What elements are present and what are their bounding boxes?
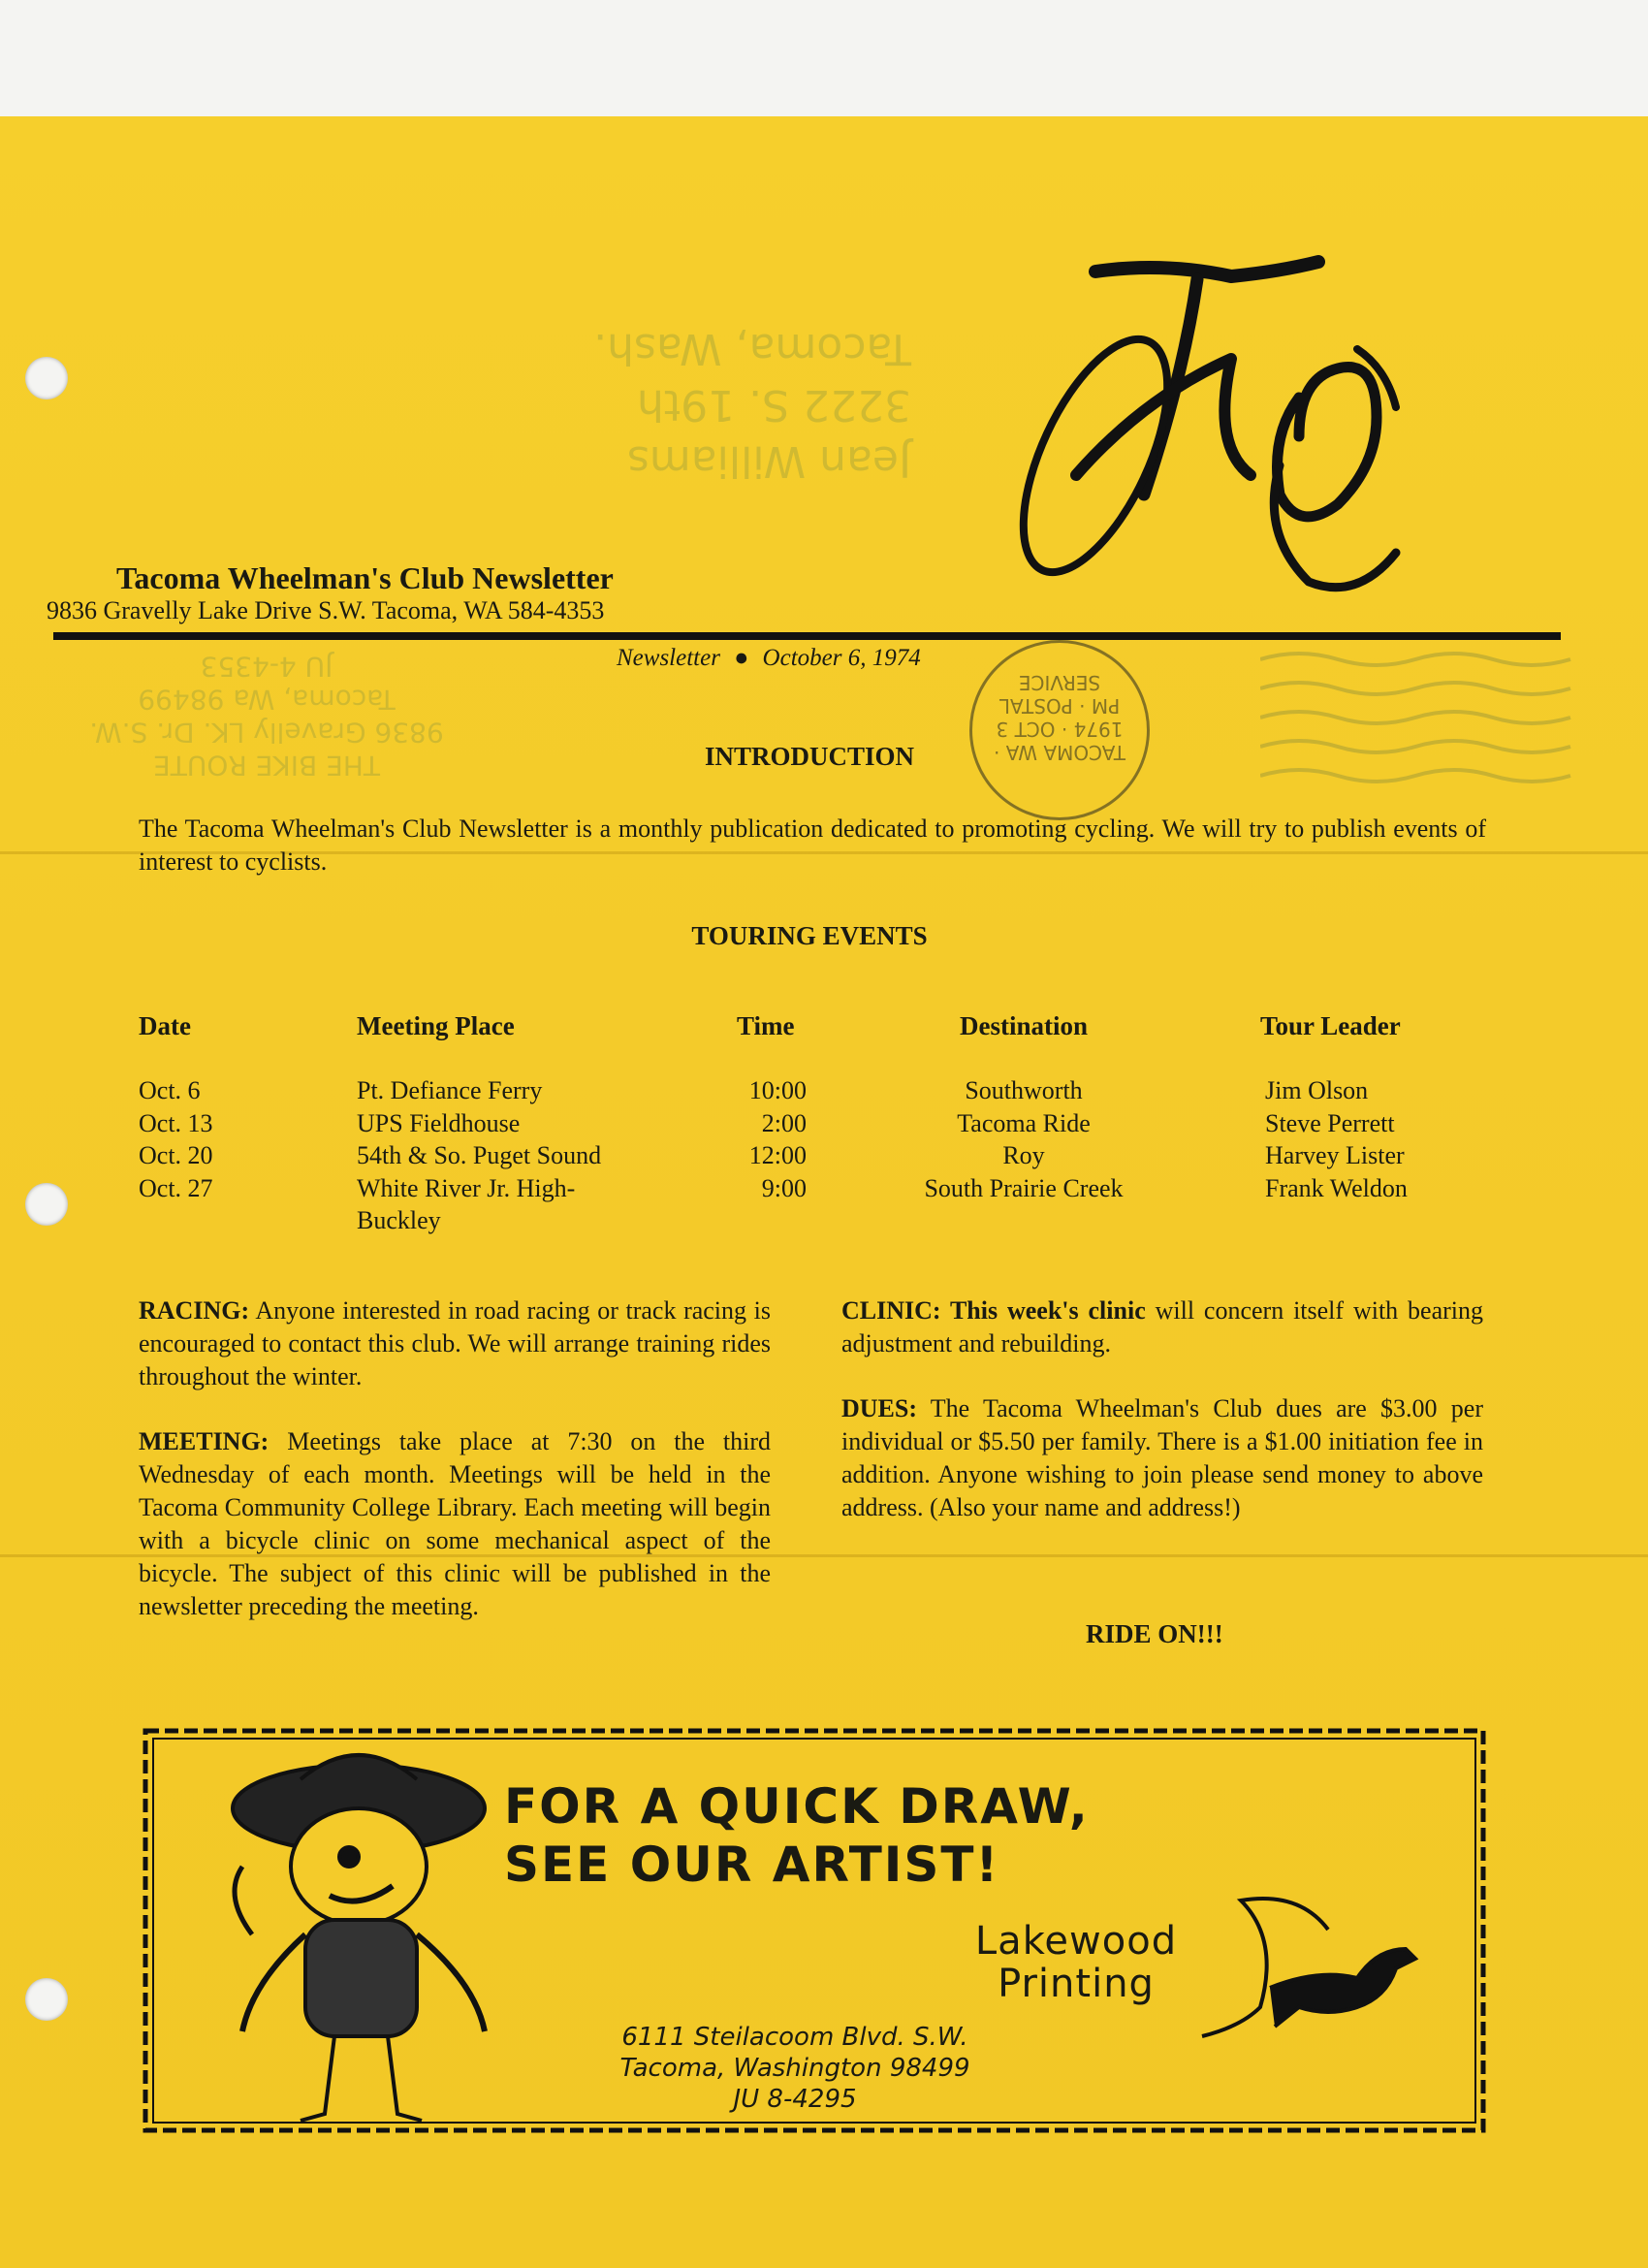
- touring-heading: TOURING EVENTS: [691, 921, 928, 950]
- meeting-label: MEETING:: [139, 1427, 269, 1455]
- punch-hole: [25, 1978, 68, 2021]
- table-cell: Jim Olson: [1265, 1076, 1369, 1104]
- ad-address-line: 6111 Steilacoom Blvd. S.W.: [621, 2023, 968, 2052]
- ad-box: [136, 1721, 1493, 2140]
- dues-label: DUES:: [841, 1394, 918, 1422]
- time-column: [717, 1074, 807, 1204]
- ghost-recipient-line: 3222 S. 19th: [637, 380, 911, 430]
- table-cell: Frank Weldon: [1265, 1173, 1408, 1202]
- racing-text: Anyone interested in road racing or track racing is encouraged to contact this club. We will arrange training rides throughout the winter.: [139, 1296, 771, 1390]
- bullet-icon: ●: [734, 645, 749, 671]
- table-cell: 10:00: [748, 1076, 807, 1104]
- date-column: [139, 1074, 255, 1204]
- col-date: Date: [139, 1011, 191, 1040]
- issue-label: Newsletter: [617, 645, 720, 671]
- ad-address-line: Tacoma, Washington 98499: [619, 2054, 970, 2083]
- horse-logo-icon: [1183, 1881, 1435, 2046]
- postmark-text: TACOMA WA · 1974 · OCT 3 PM · POSTAL SERVICE: [993, 671, 1126, 764]
- table-cell: White River Jr. High-: [357, 1173, 576, 1202]
- table-cell: UPS Fieldhouse: [357, 1108, 521, 1137]
- table-cell: 9:00: [761, 1173, 807, 1202]
- intro-heading: INTRODUCTION: [704, 742, 915, 771]
- postmark-stamp: [969, 640, 1150, 820]
- issue-line: [617, 645, 921, 672]
- twc-bicycle-logo: [989, 242, 1435, 611]
- col-destination: Destination: [959, 1011, 1088, 1040]
- leader-column: [1265, 1074, 1498, 1204]
- table-cell: Oct. 13: [139, 1108, 213, 1137]
- table-cell: Oct. 27: [139, 1173, 213, 1202]
- table-cell: Pt. Defiance Ferry: [357, 1076, 543, 1104]
- place-column: [357, 1074, 686, 1237]
- ad-address: [591, 2022, 998, 2115]
- punch-hole: [25, 357, 68, 399]
- ad-phone: JU 8-4295: [733, 2085, 857, 2114]
- ghost-recipient-line: Tacoma, Wash.: [593, 324, 911, 373]
- racing-section: [139, 1294, 771, 1393]
- col-tour-leader: Tour Leader: [1260, 1011, 1401, 1040]
- ghost-mailing-address: [465, 320, 911, 489]
- ghost-return-line: JU 4-4353: [200, 651, 333, 683]
- clinic-label: CLINIC: This week's clinic: [841, 1296, 1146, 1325]
- table-cell: 54th & So. Puget Sound: [357, 1141, 602, 1169]
- table-cell: 2:00: [761, 1108, 807, 1137]
- issue-date: October 6, 1974: [762, 645, 921, 671]
- racing-label: RACING:: [139, 1296, 250, 1325]
- table-cell: Harvey Lister: [1265, 1141, 1405, 1169]
- club-address: 9836 Gravelly Lake Drive S.W. Tacoma, WA 584-4353: [47, 596, 605, 624]
- table-cell: Oct. 20: [139, 1141, 213, 1169]
- destination-column: [869, 1074, 1179, 1204]
- clinic-section: [841, 1294, 1483, 1360]
- ghost-return-line: THE BIKE ROUTE: [153, 750, 380, 782]
- ghost-return-line: Tacoma, Wa 98499: [138, 684, 396, 716]
- intro-text: The Tacoma Wheelman's Club Newsletter is a monthly publication dedicated to promoting cycling. We will try to publish events of interest to cyclists.: [139, 815, 1486, 876]
- meeting-text: Meetings take place at 7:30 on the third Wednesday of each month. Meetings will be held in the Tacoma Community College Library. Each meeting will begin with a bicycle clinic on some mechanical aspect of the bicycle. The subject of this clinic will be published in the newsletter preceding the meeting.: [139, 1427, 771, 1620]
- meeting-section: [139, 1425, 771, 1623]
- brand-line: Lakewood: [974, 1919, 1178, 1964]
- table-cell: 12:00: [748, 1141, 807, 1169]
- ghost-recipient-line: Jean Williams: [626, 436, 911, 486]
- table-cell: Roy: [1002, 1141, 1045, 1169]
- header-rule: [53, 632, 1561, 640]
- brand-line: Printing: [998, 1962, 1155, 2006]
- punch-hole: [25, 1183, 68, 1226]
- lakewood-printing-brand: [950, 1920, 1202, 2005]
- table-cell: Tacoma Ride: [957, 1108, 1091, 1137]
- clinic-text: will concern itself with bearing adjustment and rebuilding.: [841, 1296, 1483, 1358]
- table-cell: Oct. 6: [139, 1076, 201, 1104]
- sign-off: RIDE ON!!!: [1086, 1619, 1223, 1648]
- ad-headline-2: SEE OUR ARTIST!: [504, 1837, 1000, 1893]
- table-cell: Southworth: [965, 1076, 1083, 1104]
- dues-section: [841, 1392, 1483, 1524]
- col-meeting-place: Meeting Place: [357, 1011, 515, 1040]
- dues-text: The Tacoma Wheelman's Club dues are $3.00 per individual or $5.50 per family. There is a $1.00 initiation fee in addition. Anyone wishing to join please send money to above address. (Also your name and address!): [841, 1394, 1483, 1521]
- ad-headline-1: FOR A QUICK DRAW,: [504, 1778, 1090, 1835]
- ghost-return-line: 9836 Gravelly LK. Dr. S.W.: [89, 717, 444, 749]
- table-cell: Steve Perrett: [1265, 1108, 1395, 1137]
- col-time: Time: [737, 1011, 795, 1040]
- table-cell: South Prairie Creek: [924, 1173, 1124, 1202]
- table-cell: Buckley: [357, 1206, 441, 1234]
- newsletter-title: Tacoma Wheelman's Club Newsletter: [116, 560, 614, 595]
